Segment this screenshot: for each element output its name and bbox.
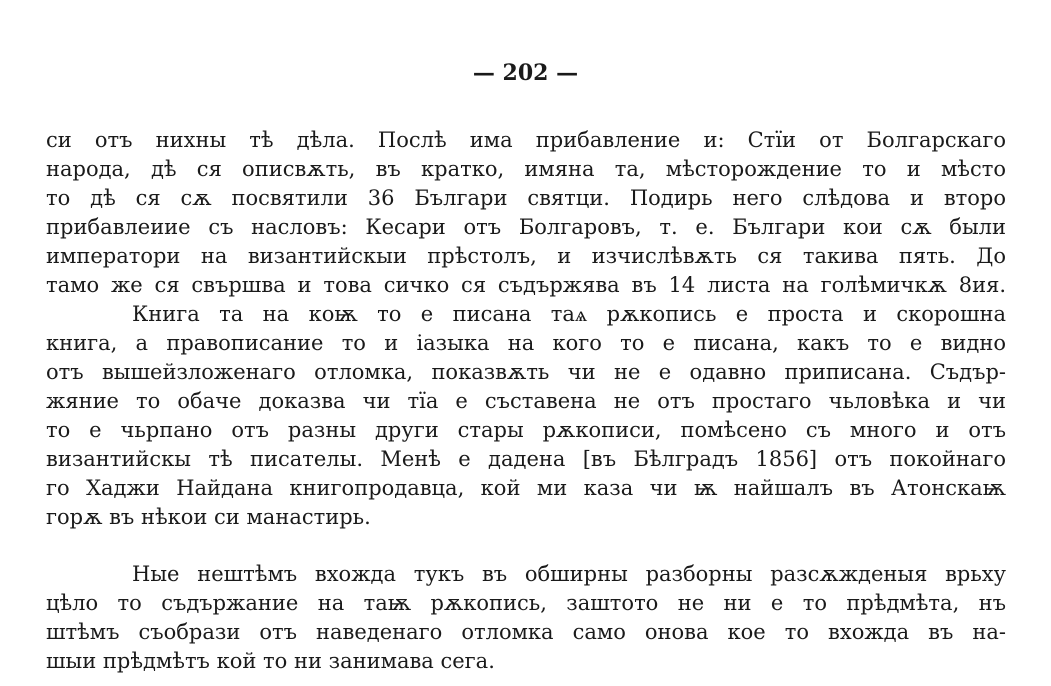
text-line: народа, дѣ ся описвѫть, въ кратко, имяна та, мѣсторождение то и мѣсто xyxy=(46,157,1006,181)
text-line: прибавлеиие съ насловъ: Кесари отъ Болгаровъ, т. е. Българи кои сѫ были xyxy=(46,215,1006,239)
text-line: то дѣ ся сѫ посвятили 36 Българи святци. Подирь него слѣдова и второ xyxy=(46,186,1006,210)
text-line: отъ вышейзложенаго отломка, показвѫть чи не е одавно приписана. Съдър- xyxy=(46,360,1006,384)
text-line: го Хаджи Найдана книгопродавца, кой ми каза чи ѭ найшалъ въ Атонскаѭ xyxy=(46,476,1006,500)
text-line: цѣло то съдържание на таѭ рѫкопись, заштото не ни е то прѣдмѣта, нъ xyxy=(46,591,1006,615)
text-line: штѣмъ съобрази отъ наведенаго отломка само онова кое то вхожда въ на- xyxy=(46,620,1006,644)
text-line: императори на византийскыи прѣстолъ, и изчислѣвѫть ся такива пять. До xyxy=(46,244,1006,268)
paragraph-3 xyxy=(46,560,1006,676)
text-line: то е чьрпано отъ разны други стары рѫкописи, помѣсено съ много и отъ xyxy=(46,418,1006,442)
paragraph-2 xyxy=(46,300,1006,532)
text-line: византийскы тѣ писателы. Менѣ е дадена [въ Бѣлградъ 1856] отъ покойнаго xyxy=(46,447,1006,471)
text-line: тамо же ся свършва и това сичко ся съдържява въ 14 листа на голѣмичкѫ 8ия. xyxy=(46,273,1006,297)
text-line: Книга та на коѭ то е писана таѧ рѫкопись е проста и скорошна xyxy=(132,302,1006,326)
page-number: — 202 — xyxy=(472,60,579,86)
text-line: жяние то обаче доказва чи тїа е съставена не отъ простаго чьловѣка и чи xyxy=(46,389,1006,413)
text-line: книга, а правописание то и іазыка на кого то е писана, какъ то е видно xyxy=(46,331,1006,355)
text-line: горѫ въ нѣкои си манастирь. xyxy=(46,505,371,529)
text-line: шыи прѣдмѣтъ кой то ни занимава сега. xyxy=(46,649,495,673)
paragraph-1 xyxy=(46,126,1006,300)
text-line: Ные нештѣмъ вхожда тукъ въ обширны разборны разсѫжденыя врьху xyxy=(132,562,1006,586)
text-line: си отъ нихны тѣ дѣла. Послѣ има прибавление и: Стїи от Болгарскаго xyxy=(46,128,1006,152)
